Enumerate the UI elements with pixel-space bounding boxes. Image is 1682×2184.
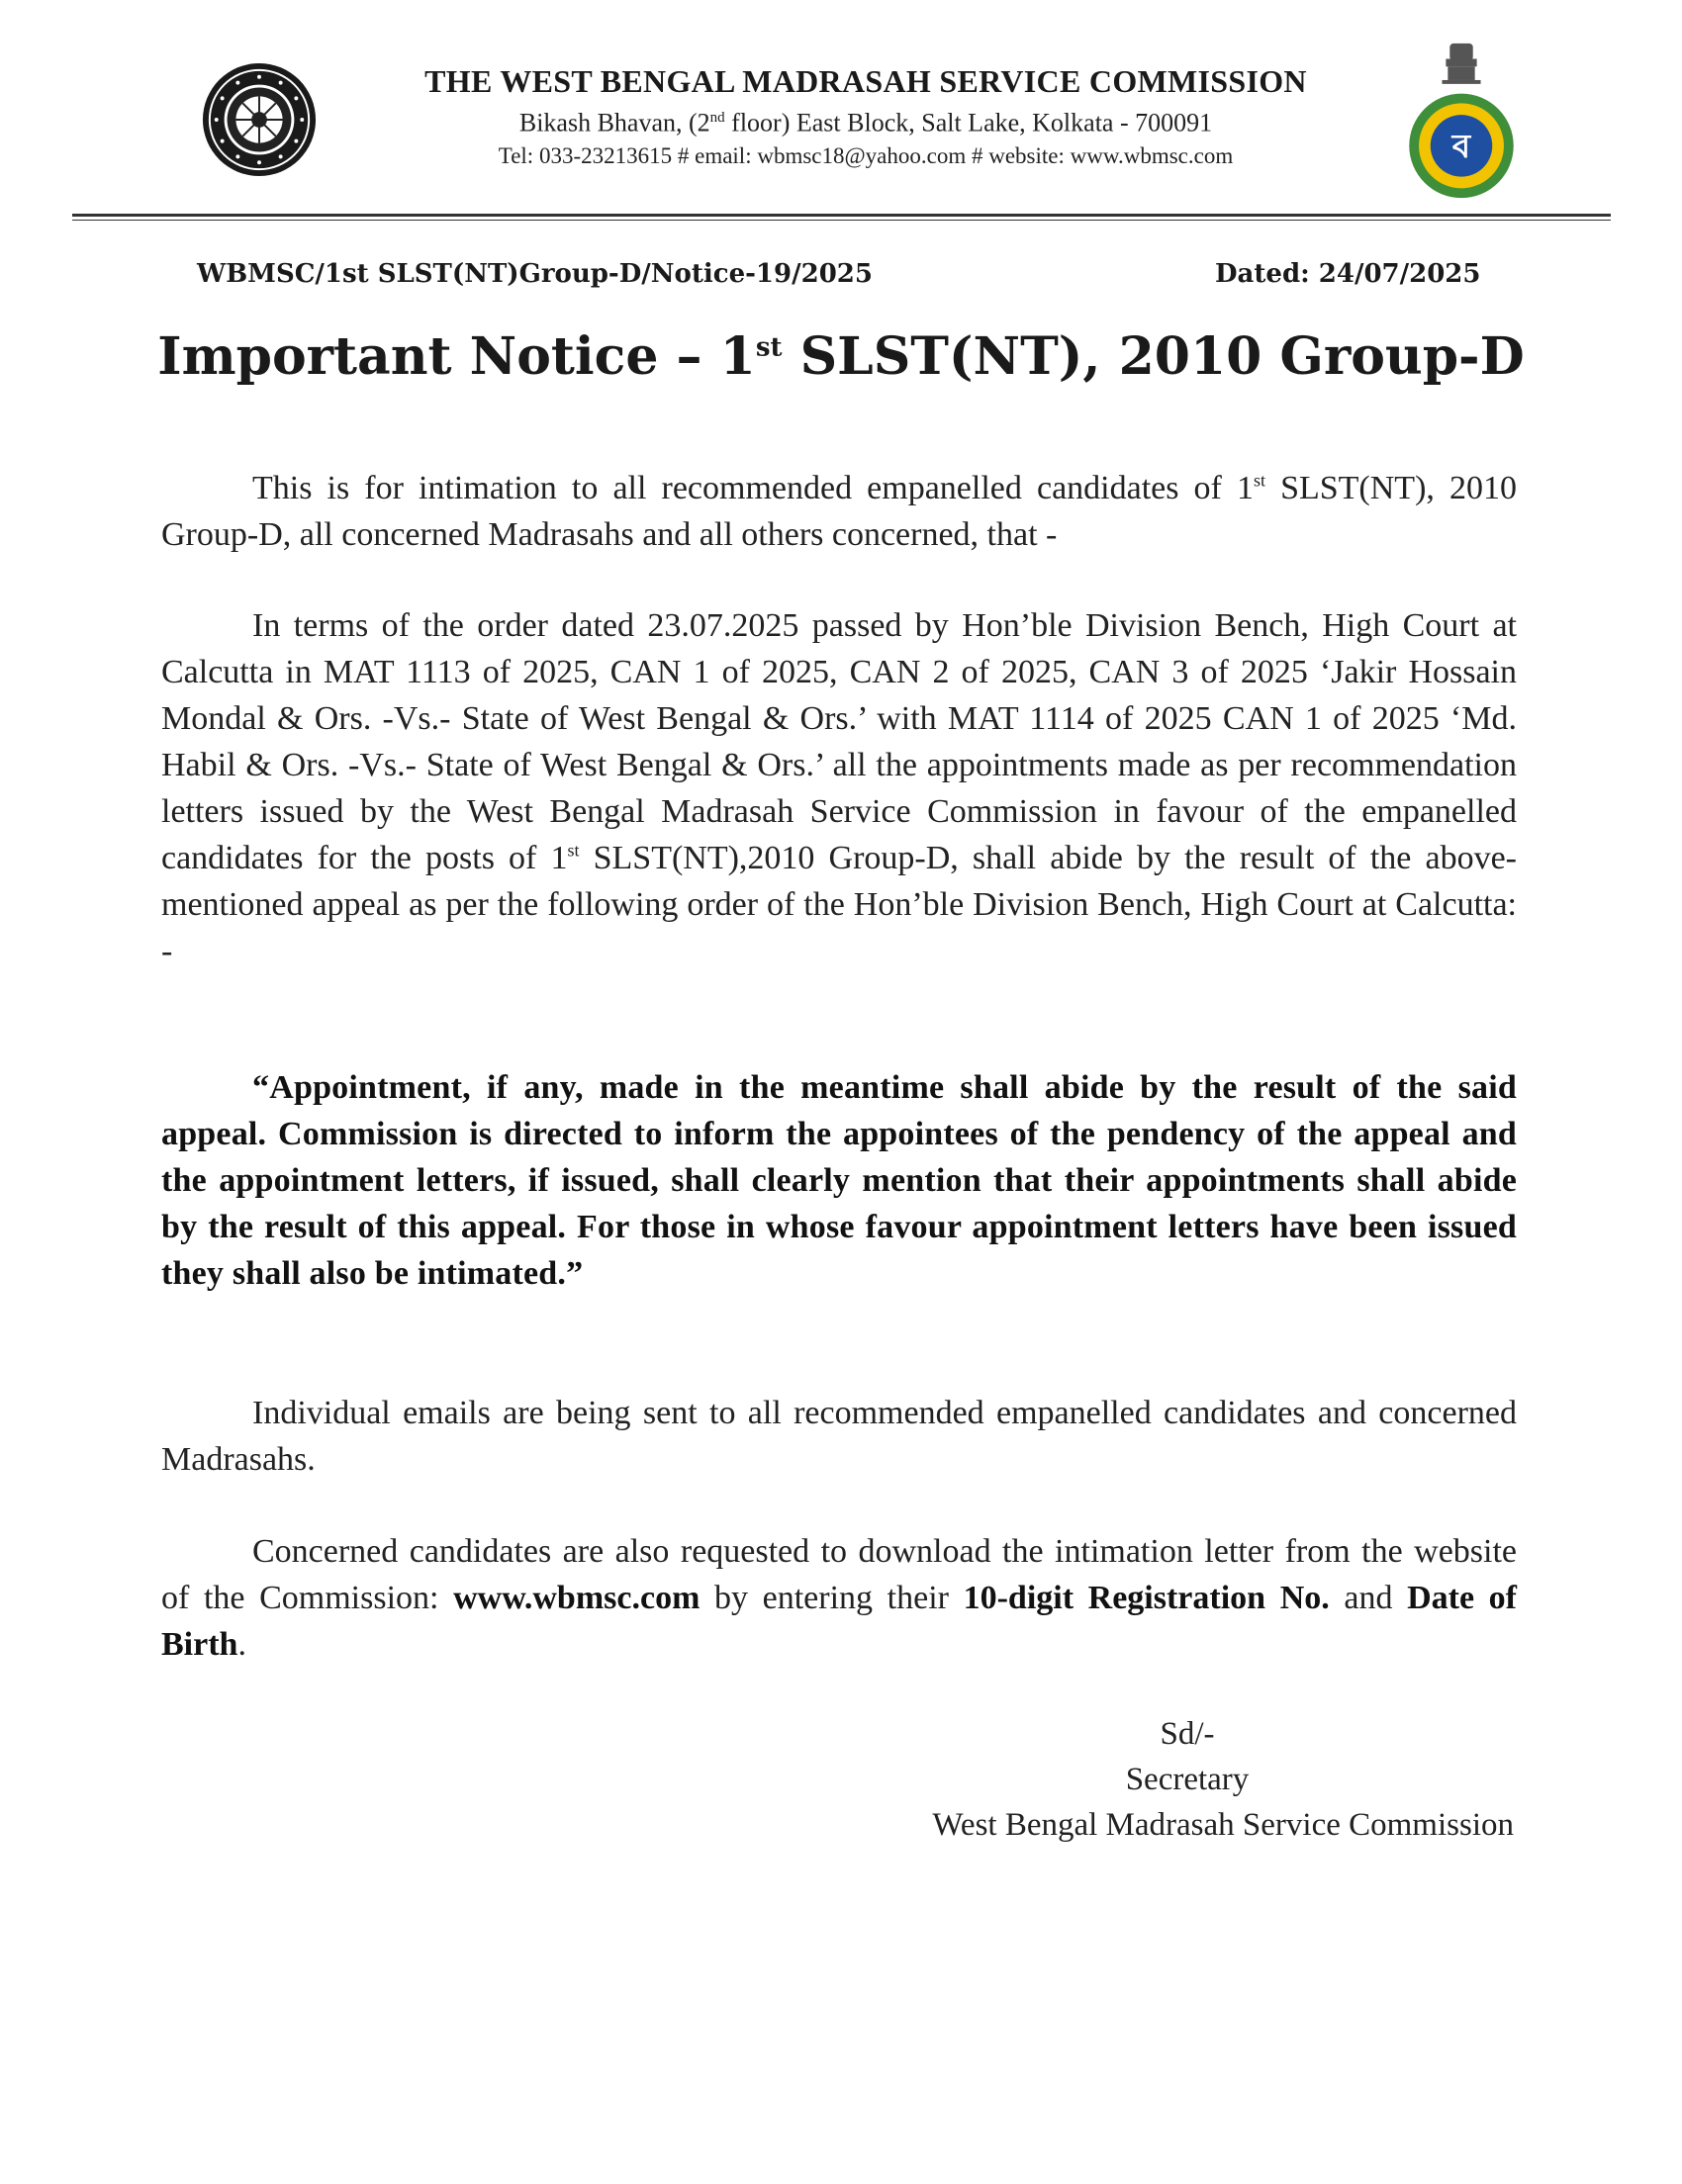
state-emblem-logo [1403,38,1520,202]
organization-address: Bikash Bhavan, (2nd floor) East Block, Salt Lake, Kolkata - 700091 [518,108,1213,137]
organization-contact: Tel: 033-23213615 # email: wbmsc18@yahoo.com # website: www.wbmsc.com [498,142,1234,168]
court-order-quote: “Appointment, if any, made in the meantime shall abide by the result of the said appeal. Commission is directed to inform the appointees of the pendency of the appeal and the appointment letters, if issued, shall clearly mention that their appointments shall abide by the result of this appeal. For those in whose favour appointment letters have been issued they shall also be intimated.” [161,1069,1517,1292]
intimation-paragraph: This is for intimation to all recommended empanelled candidates of 1st SLST(NT), 2010 Group-D, all concerned Madrasahs and all others concerned, that - [161,470,1517,553]
signature-block [811,1711,1514,1848]
svg-text:ব: ব [1451,127,1471,166]
notice-title: Important Notice – 1st SLST(NT), 2010 Group-D [157,326,1525,387]
header-divider-thick [72,214,1611,217]
notice-date: Dated: 24/07/2025 [1215,259,1481,289]
organization-name: THE WEST BENGAL MADRASAH SERVICE COMMISSION [424,63,1307,99]
letterhead-text [297,61,1435,172]
court-order-paragraph: In terms of the order dated 23.07.2025 passed by Hon’ble Division Bench, High Court at Calcutta in MAT 1113 of 2025, CAN 1 of 2025, CAN 2 of 2025, CAN 3 of 2025 ‘Jakir Hossain Mondal & Ors. -Vs.- State of West Bengal & Ors.’ with MAT 1114 of 2025 CAN 1 of 2025 ‘Md. Habil & Ors. -Vs.- State of West Bengal & Ors.’ all the appointments made as per recommendation letters issued by the West Bengal Madrasah Service Commission in favour of the empanelled candidates for the posts of 1st SLST(NT),2010 Group-D, shall abide by the result of the above-mentioned appeal as per the following order of the Hon’ble Division Bench, High Court at Calcutta: - [161,607,1518,969]
signatory-organization: West Bengal Madrasah Service Commission [932,1807,1514,1843]
notice-reference-number: WBMSC/1st SLST(NT)Group-D/Notice-19/2025 [197,259,873,289]
signature-sd: Sd/- [1160,1716,1215,1752]
download-instructions-paragraph: Concerned candidates are also requested to download the intimation letter from the website of the Commission: www.wbmsc.com by entering their 10-digit Registration No. and Date of Birth. [161,1533,1518,1663]
header-divider-thin [72,220,1611,221]
letterhead [0,0,1682,237]
signatory-designation: Secretary [1125,1762,1250,1797]
website-link[interactable]: www.wbmsc.com [453,1580,701,1616]
email-notice-paragraph: Individual emails are being sent to all recommended empanelled candidates and concerned Madrasahs. [161,1395,1517,1478]
